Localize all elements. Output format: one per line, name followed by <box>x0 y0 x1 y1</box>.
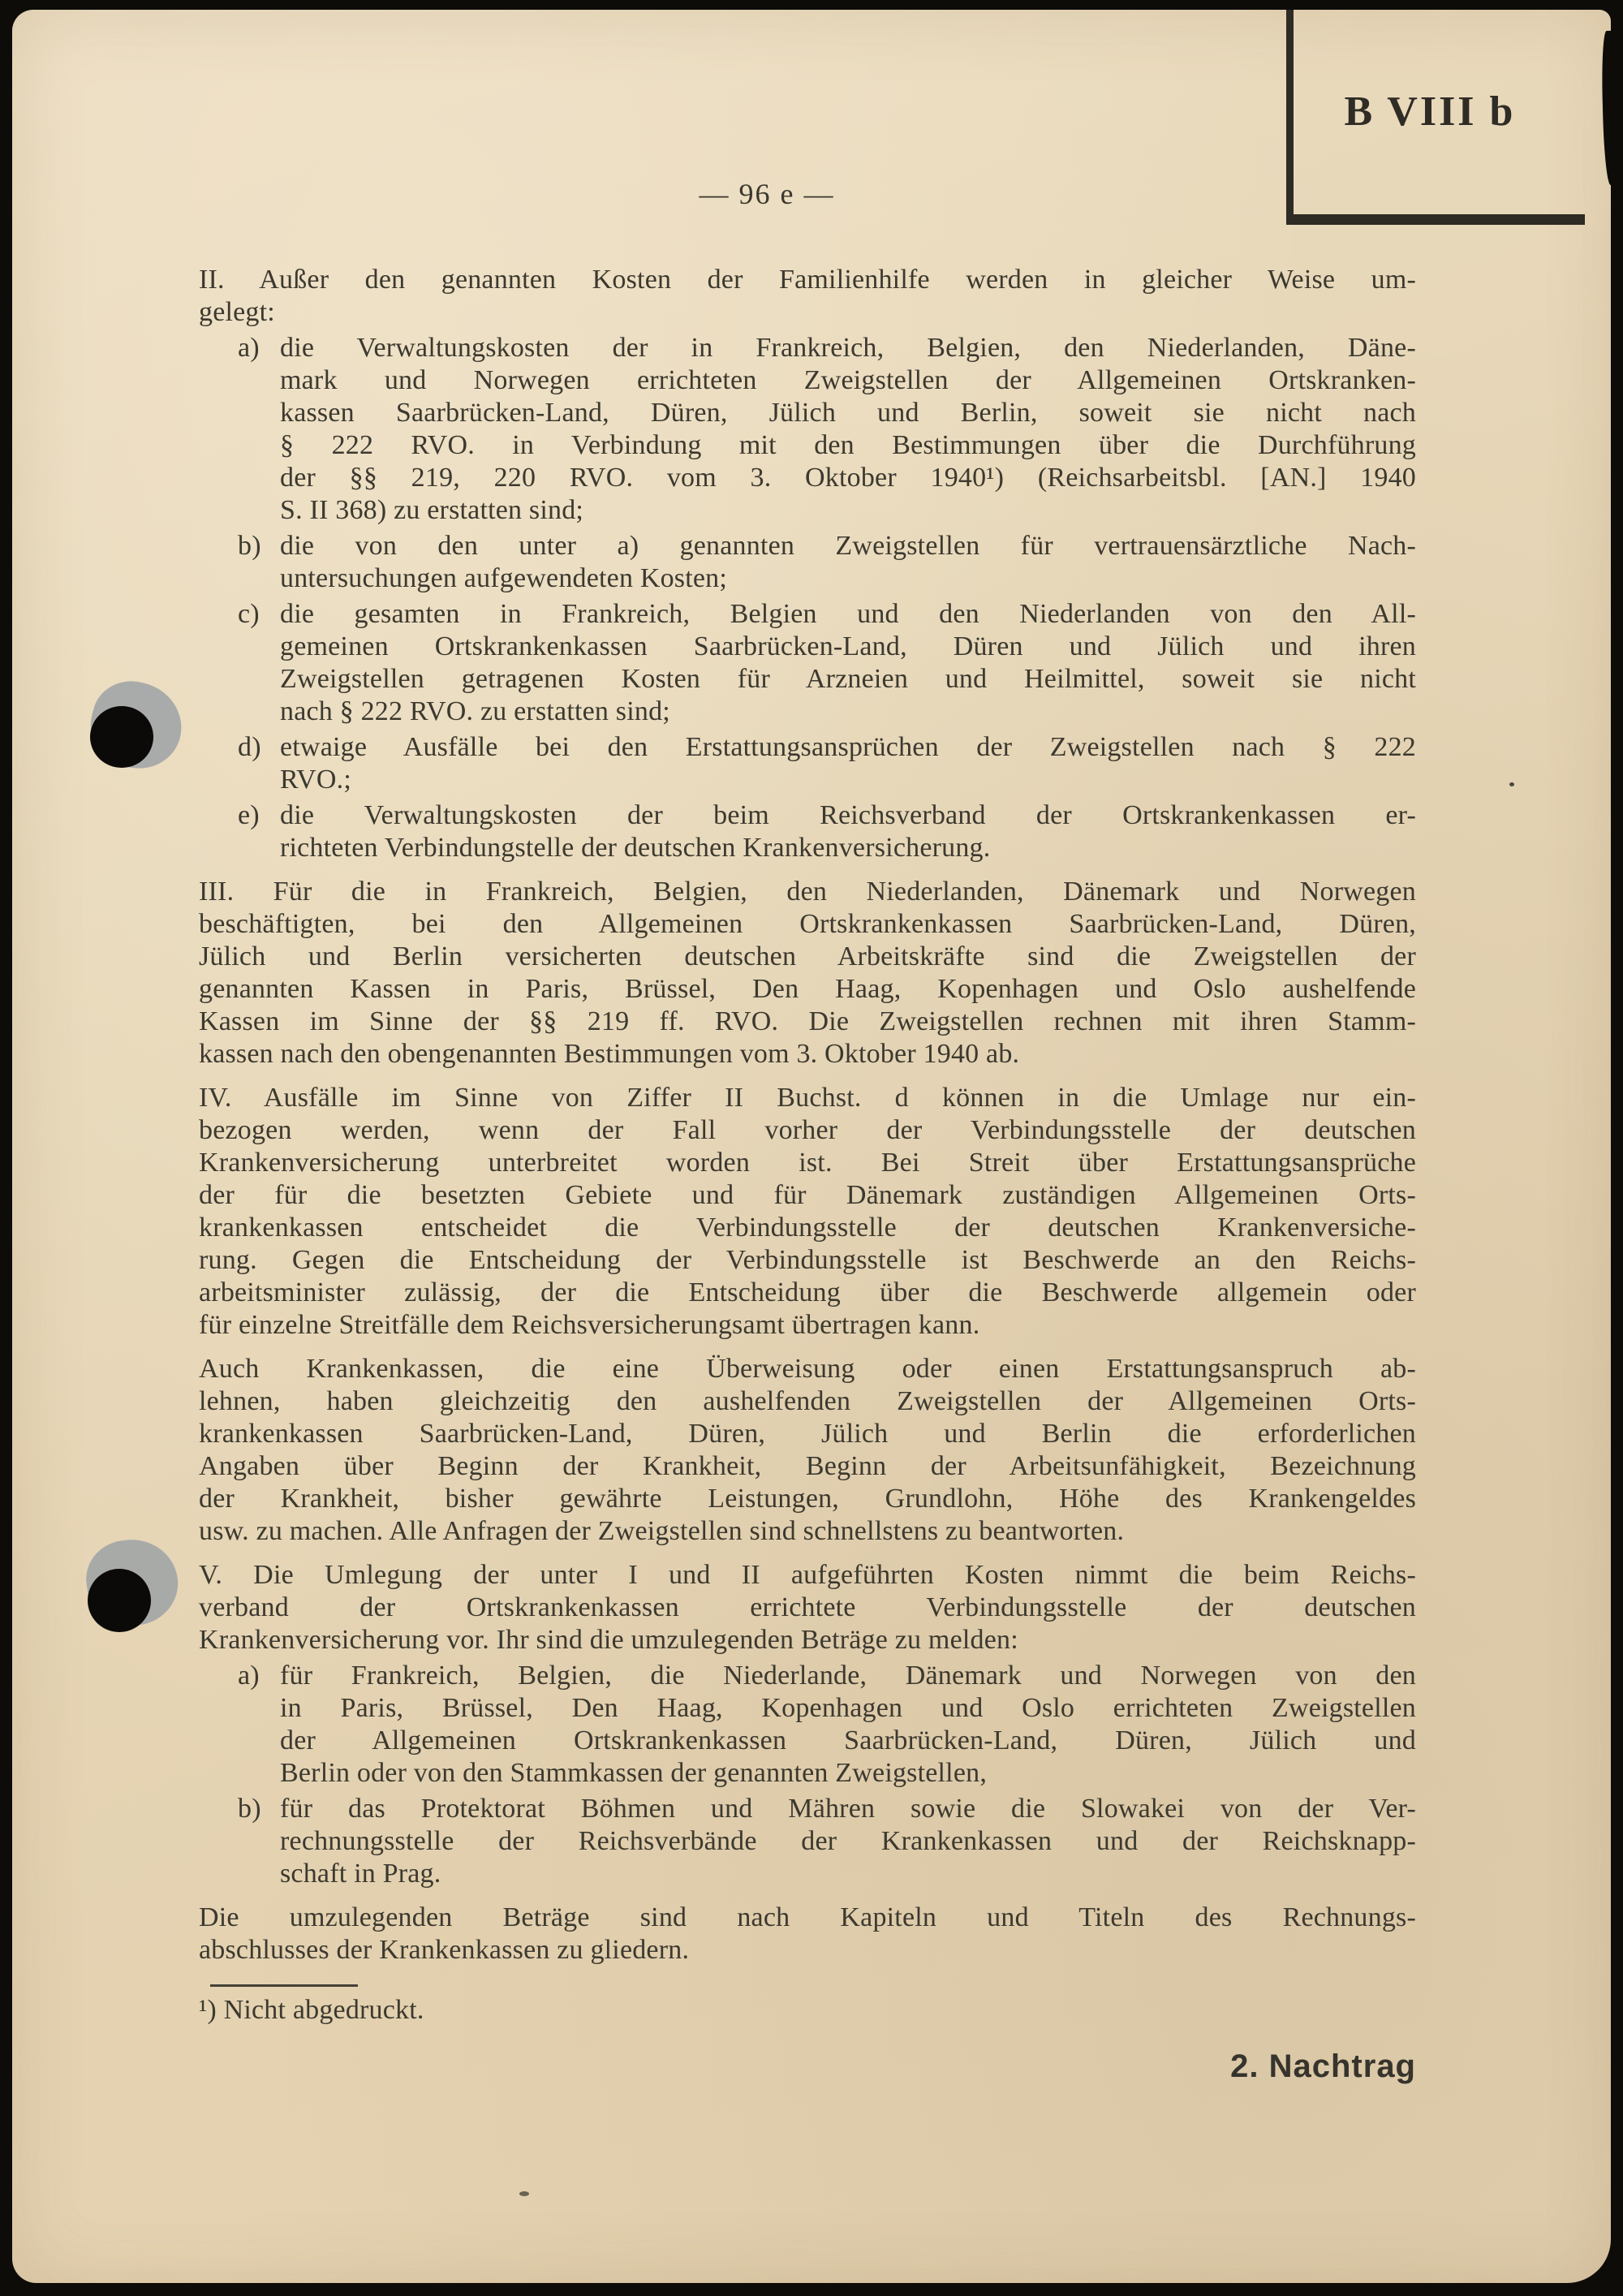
text-line: IV. Ausfälle im Sinne von Ziffer II Buchst. d können in die Umlage nur ein- <box>199 1083 1416 1113</box>
punch-hole-top <box>90 706 153 768</box>
ink-speck <box>519 2191 529 2196</box>
paragraph-ii <box>199 264 1416 329</box>
text-line: in Paris, Brüssel, Den Haag, Kopenhagen und Oslo errichteten Zweigstellen <box>280 1693 1416 1723</box>
list-item-b <box>199 530 1416 595</box>
item-marker: b) <box>238 1794 261 1824</box>
document-page <box>12 10 1611 2283</box>
text-line: der Krankheit, bisher gewährte Leistungen, Grundlohn, Höhe des Krankengeldes <box>199 1484 1416 1514</box>
text-line: Jülich und Berlin versicherten deutschen Arbeitskräfte sind die Zweigstellen der <box>199 941 1416 971</box>
classification-label: B VIII b <box>1344 88 1516 135</box>
text-line: für das Protektorat Böhmen und Mähren sowie die Slowakei von der Ver- <box>280 1794 1416 1824</box>
text-line: arbeitsminister zulässig, der die Entscheidung über die Beschwerde allgemein oder <box>199 1277 1416 1307</box>
item-text <box>280 799 1416 864</box>
text-line: Krankenversicherung vor. Ihr sind die umzulegenden Beträge zu melden: <box>199 1625 1018 1655</box>
footnote: ¹) Nicht abgedruckt. <box>199 1995 424 2025</box>
item-marker: a) <box>238 333 260 363</box>
text-line: krankenkassen Saarbrücken-Land, Düren, Jülich und Berlin die erforderlichen <box>199 1419 1416 1449</box>
text-line: usw. zu machen. Alle Anfragen der Zweigstellen sind schnellstens zu beantworten. <box>199 1516 1125 1546</box>
text-line: etwaige Ausfälle bei den Erstattungsansprüchen der Zweigstellen nach § 222 <box>280 732 1416 762</box>
text-line: V. Die Umlegung der unter I und II aufgeführten Kosten nimmt die beim Reichs- <box>199 1560 1416 1590</box>
text-line: kassen nach den obengenannten Bestimmungen vom 3. Oktober 1940 ab. <box>199 1039 1020 1069</box>
list-item-d <box>199 731 1416 796</box>
classification-box-horizontal-rule <box>1286 214 1585 225</box>
item-text <box>280 332 1416 527</box>
text-line: die Verwaltungskosten der beim Reichsverband der Ortskrankenkassen er- <box>280 800 1416 830</box>
text-line: rung. Gegen die Entscheidung der Verbindungsstelle ist Beschwerde an den Reichs- <box>199 1245 1416 1275</box>
text-line: Zweigstellen getragenen Kosten für Arzneien und Heilmittel, soweit sie nicht <box>280 664 1416 694</box>
text-line: Krankenversicherung unterbreitet worden ist. Bei Streit über Erstattungsansprüche <box>199 1148 1416 1178</box>
text-line: genannten Kassen in Paris, Brüssel, Den Haag, Kopenhagen und Oslo aushelfende <box>199 974 1416 1004</box>
text-line: RVO.; <box>280 765 352 795</box>
text-line: kassen Saarbrücken-Land, Düren, Jülich und Berlin, soweit sie nicht nach <box>280 398 1416 428</box>
paragraph-auch <box>199 1353 1416 1548</box>
page-edge-tear <box>1601 31 1611 185</box>
text-line: für Frankreich, Belgien, die Niederlande, Dänemark und Norwegen von den <box>280 1661 1416 1691</box>
list-item-c <box>199 598 1416 728</box>
text-line: Berlin oder von den Stammkassen der genannten Zweigstellen, <box>280 1758 988 1788</box>
text-line: die Verwaltungskosten der in Frankreich, Belgien, den Niederlanden, Däne- <box>280 333 1416 363</box>
item-text <box>280 598 1416 728</box>
text-line: nach § 222 RVO. zu erstatten sind; <box>280 696 670 726</box>
item-marker: a) <box>238 1661 260 1691</box>
text-line: lehnen, haben gleichzeitig den aushelfenden Zweigstellen der Allgemeinen Orts- <box>199 1386 1416 1416</box>
text-line: § 222 RVO. in Verbindung mit den Bestimmungen über die Durchführung <box>280 430 1416 460</box>
paragraph-iv <box>199 1082 1416 1342</box>
item-text <box>280 1793 1416 1890</box>
ink-speck <box>1509 782 1514 786</box>
text-line: II. Außer den genannten Kosten der Familienhilfe werden in gleicher Weise um- <box>199 265 1416 295</box>
text-line: gemeinen Ortskrankenkassen Saarbrücken-Land, Düren und Jülich und ihren <box>280 631 1416 661</box>
paragraph-final <box>199 1902 1416 1966</box>
item-marker: e) <box>238 800 260 830</box>
text-line: untersuchungen aufgewendeten Kosten; <box>280 563 728 593</box>
item-text <box>280 1660 1416 1790</box>
text-line: Auch Krankenkassen, die eine Überweisung oder einen Erstattungsanspruch ab- <box>199 1354 1416 1384</box>
text-line: S. II 368) zu erstatten sind; <box>280 495 584 525</box>
list-item-v-a <box>199 1660 1416 1790</box>
text-line: III. Für die in Frankreich, Belgien, den Niederlanden, Dänemark und Norwegen <box>199 877 1416 907</box>
item-marker: d) <box>238 732 261 762</box>
item-marker: c) <box>238 599 260 629</box>
text-line: beschäftigten, bei den Allgemeinen Ortskrankenkassen Saarbrücken-Land, Düren, <box>199 909 1416 939</box>
text-line: der Allgemeinen Ortskrankenkassen Saarbrücken-Land, Düren, Jülich und <box>280 1725 1416 1755</box>
document-body <box>199 264 1416 2085</box>
list-item-v-b <box>199 1793 1416 1890</box>
text-line: Angaben über Beginn der Krankheit, Beginn der Arbeitsunfähigkeit, Bezeichnung <box>199 1451 1416 1481</box>
footnote-rule <box>210 1984 358 1987</box>
text-line: gelegt: <box>199 297 275 327</box>
list-item-e <box>199 799 1416 864</box>
text-line: verband der Ortskrankenkassen errichtete Verbindungsstelle der deutschen <box>199 1592 1416 1622</box>
text-line: Kassen im Sinne der §§ 219 ff. RVO. Die Zweigstellen rechnen mit ihren Stamm- <box>199 1006 1416 1036</box>
item-marker: b) <box>238 531 261 561</box>
list-item-a <box>199 332 1416 527</box>
text-line: mark und Norwegen errichteten Zweigstellen der Allgemeinen Ortskranken- <box>280 365 1416 395</box>
text-line: krankenkassen entscheidet die Verbindungsstelle der deutschen Krankenversiche- <box>199 1213 1416 1243</box>
paragraph-iii <box>199 876 1416 1070</box>
nachtrag-label: 2. Nachtrag <box>1230 2048 1416 2084</box>
text-line: Die umzulegenden Beträge sind nach Kapiteln und Titeln des Rechnungs- <box>199 1902 1416 1932</box>
punch-hole-bottom <box>88 1569 151 1632</box>
text-line: rechnungsstelle der Reichsverbände der Krankenkassen und der Reichsknapp- <box>280 1826 1416 1856</box>
item-text <box>280 731 1416 796</box>
page-number: — 96 e — <box>699 178 835 210</box>
text-line: bezogen werden, wenn der Fall vorher der Verbindungsstelle der deutschen <box>199 1115 1416 1145</box>
text-line: abschlusses der Krankenkassen zu gliedern. <box>199 1935 690 1965</box>
text-line: richteten Verbindungstelle der deutschen Krankenversicherung. <box>280 833 991 863</box>
text-line: der für die besetzten Gebiete und für Dänemark zuständigen Allgemeinen Orts- <box>199 1180 1416 1210</box>
text-line: für einzelne Streitfälle dem Reichsversicherungsamt übertragen kann. <box>199 1310 980 1340</box>
item-text <box>280 530 1416 595</box>
text-line: schaft in Prag. <box>280 1859 441 1889</box>
text-line: die von den unter a) genannten Zweigstellen für vertrauensärztliche Nach- <box>280 531 1416 561</box>
text-line: der §§ 219, 220 RVO. vom 3. Oktober 1940¹) (Reichsarbeitsbl. [AN.] 1940 <box>280 463 1416 493</box>
paragraph-v <box>199 1559 1416 1656</box>
text-line: die gesamten in Frankreich, Belgien und den Niederlanden von den All- <box>280 599 1416 629</box>
classification-box-vertical-rule <box>1286 10 1294 219</box>
